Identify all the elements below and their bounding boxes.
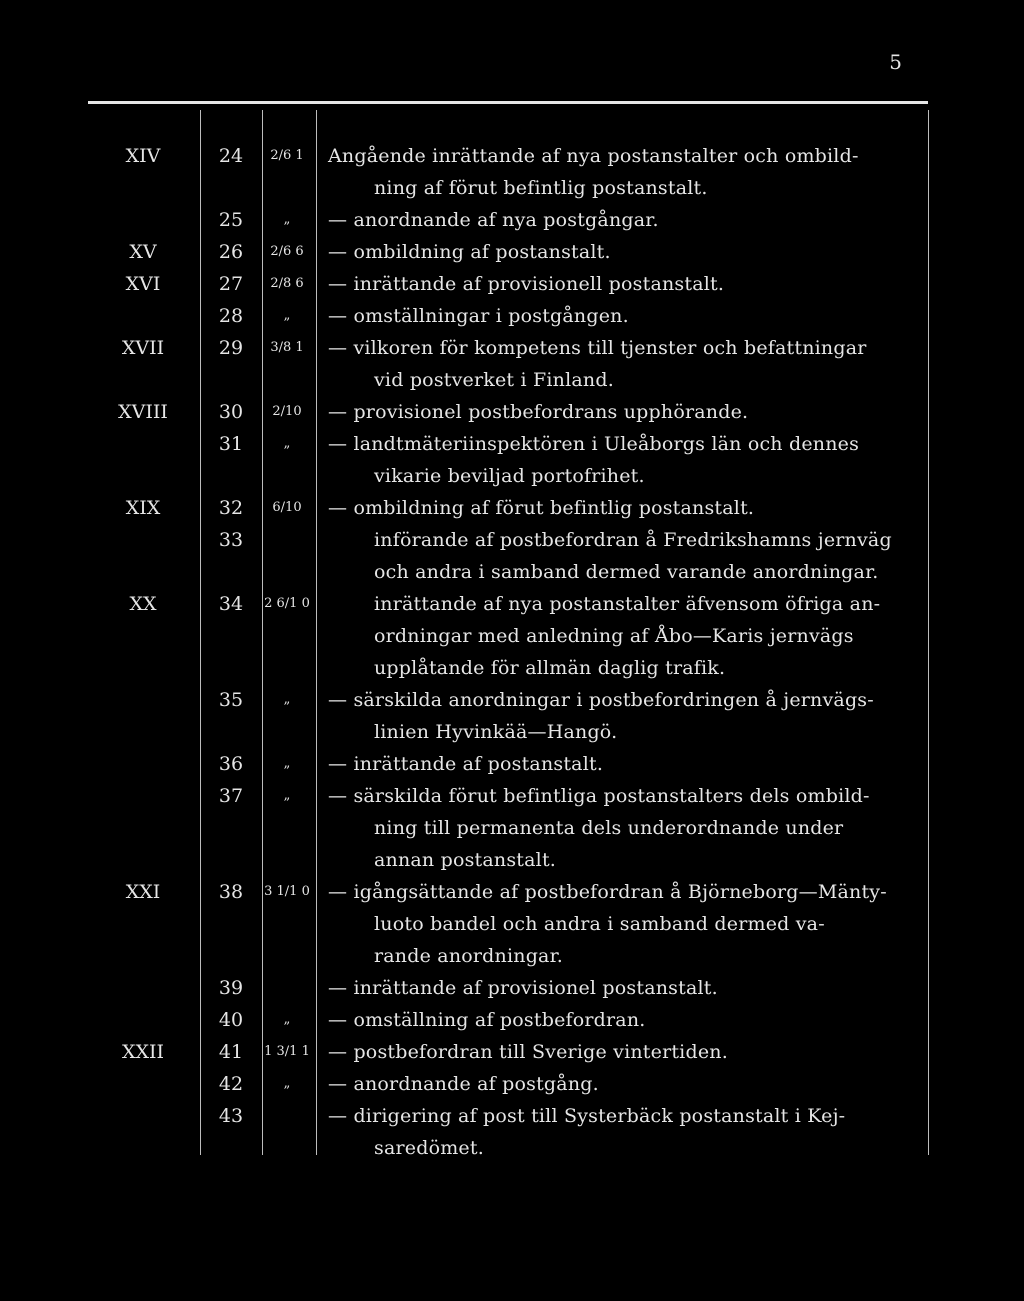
entry-number: 24	[218, 145, 244, 167]
entry-number: 41	[218, 1041, 244, 1063]
entry-date: 3/8 1	[270, 340, 304, 355]
table-row	[88, 588, 928, 620]
entry-date: „	[283, 308, 291, 323]
entry-number: 39	[218, 977, 244, 999]
entry-date: 3 1/1 0	[264, 884, 310, 899]
entry-text: annan postanstalt.	[374, 849, 557, 871]
entry-text: — igångsättande af postbefordran å Björneborg—Mänty-	[328, 881, 887, 903]
entry-date: 2 6/1 0	[264, 596, 310, 611]
entry-text: — inrättande af postanstalt.	[328, 753, 604, 775]
roman-numeral: XVI	[125, 273, 161, 295]
table-row	[88, 140, 928, 172]
entry-number: 31	[218, 433, 244, 455]
entry-date: „	[283, 212, 291, 227]
roman-numeral: XVII	[121, 337, 165, 359]
entry-number: 28	[218, 305, 244, 327]
entry-text: ning af förut befintlig postanstalt.	[374, 177, 708, 199]
entry-text: — särskilda anordningar i postbefordringen å jernvägs-	[328, 689, 874, 711]
table-row	[88, 428, 928, 460]
entry-text: — omställning af postbefordran.	[328, 1009, 646, 1031]
entry-text: — anordnande af postgång.	[328, 1073, 599, 1095]
entry-date: „	[283, 436, 291, 451]
table-row	[88, 652, 928, 684]
entry-number: 38	[218, 881, 244, 903]
roman-numeral: XXI	[125, 881, 161, 903]
entry-date: 2/10	[272, 404, 302, 419]
entry-text: rande anordningar.	[374, 945, 564, 967]
table-row	[88, 812, 928, 844]
entry-number: 37	[218, 785, 244, 807]
entry-text: Angående inrättande af nya postanstalter och ombild-	[328, 145, 859, 167]
table-row	[88, 524, 928, 556]
table-row	[88, 556, 928, 588]
entry-text: ning till permanenta dels underordnande under	[374, 817, 844, 839]
table-row	[88, 172, 928, 204]
roman-numeral: XXII	[121, 1041, 165, 1063]
table-row	[88, 972, 928, 1004]
entry-text: inrättande af nya postanstalter äfvensom öfriga an-	[374, 593, 881, 615]
entry-number: 35	[218, 689, 244, 711]
table-row	[88, 876, 928, 908]
entry-number: 43	[218, 1105, 244, 1127]
entry-text: — provisionel postbefordrans upphörande.	[328, 401, 749, 423]
table-row	[88, 492, 928, 524]
index-table	[88, 140, 928, 1164]
entry-date: „	[283, 756, 291, 771]
entry-text: — omställningar i postgången.	[328, 305, 629, 327]
table-row	[88, 236, 928, 268]
table-row	[88, 1004, 928, 1036]
entry-text: införande af postbefordran å Fredrikshamns jernväg	[374, 529, 892, 551]
table-row	[88, 780, 928, 812]
roman-numeral: XVIII	[118, 401, 168, 423]
table-row	[88, 1068, 928, 1100]
table-row	[88, 460, 928, 492]
entry-date: 1 3/1 1	[264, 1044, 310, 1059]
entry-text: — postbefordran till Sverige vintertiden.	[328, 1041, 728, 1063]
table-row	[88, 940, 928, 972]
entry-text: upplåtande för allmän daglig trafik.	[374, 657, 726, 679]
entry-date: „	[283, 692, 291, 707]
entry-number: 32	[218, 497, 244, 519]
entry-text: — ombildning af förut befintlig postanstalt.	[328, 497, 755, 519]
entry-text: ordningar med anledning af Åbo—Karis jernvägs	[374, 625, 854, 647]
entry-number: 34	[218, 593, 244, 615]
entry-number: 36	[218, 753, 244, 775]
table-row	[88, 364, 928, 396]
entry-number: 26	[218, 241, 244, 263]
entry-date: 2/6 6	[270, 244, 304, 259]
entry-text: — särskilda förut befintliga postanstalters dels ombild-	[328, 785, 870, 807]
roman-numeral: XIX	[125, 497, 161, 519]
entry-text: — ombildning af postanstalt.	[328, 241, 611, 263]
entry-text: — inrättande af provisionell postanstalt.	[328, 273, 725, 295]
entry-date: 6/10	[272, 500, 302, 515]
entry-text: vikarie beviljad portofrihet.	[374, 465, 645, 487]
table-row	[88, 204, 928, 236]
entry-text: — inrättande af provisionel postanstalt.	[328, 977, 718, 999]
entry-number: 29	[218, 337, 244, 359]
table-row	[88, 716, 928, 748]
entry-number: 33	[218, 529, 244, 551]
entry-number: 25	[218, 209, 244, 231]
entry-number: 30	[218, 401, 244, 423]
table-row	[88, 844, 928, 876]
table-row	[88, 908, 928, 940]
entry-text: — dirigering af post till Systerbäck postanstalt i Kej-	[328, 1105, 846, 1127]
entry-number: 42	[218, 1073, 244, 1095]
table-row	[88, 748, 928, 780]
table-row	[88, 300, 928, 332]
entry-text: linien Hyvinkää—Hangö.	[374, 721, 618, 743]
roman-numeral: XIV	[125, 145, 161, 167]
entry-text: — anordnande af nya postgångar.	[328, 209, 659, 231]
table-row	[88, 620, 928, 652]
entry-text: luoto bandel och andra i samband dermed va-	[374, 913, 825, 935]
entry-text: vid postverket i Finland.	[374, 369, 614, 391]
entry-date: „	[283, 1076, 291, 1091]
entry-date: „	[283, 788, 291, 803]
entry-text: saredömet.	[374, 1137, 484, 1159]
table-row	[88, 396, 928, 428]
table-row	[88, 332, 928, 364]
header-rule	[88, 101, 928, 104]
entry-text: — vilkoren för kompetens till tjenster och befattningar	[328, 337, 867, 359]
entry-number: 40	[218, 1009, 244, 1031]
roman-numeral: XV	[129, 241, 157, 263]
entry-date: „	[283, 1012, 291, 1027]
entry-date: 2/8 6	[270, 276, 304, 291]
table-row	[88, 1100, 928, 1132]
entry-number: 27	[218, 273, 244, 295]
table-row	[88, 684, 928, 716]
roman-numeral: XX	[129, 593, 157, 615]
entry-text: — landtmäteriinspektören i Uleåborgs län och dennes	[328, 433, 860, 455]
table-row	[88, 268, 928, 300]
table-row	[88, 1036, 928, 1068]
entry-date: 2/6 1	[270, 148, 304, 163]
entry-text: och andra i samband dermed varande anordningar.	[374, 561, 879, 583]
table-row	[88, 1132, 928, 1164]
page-number: 5	[889, 50, 902, 74]
